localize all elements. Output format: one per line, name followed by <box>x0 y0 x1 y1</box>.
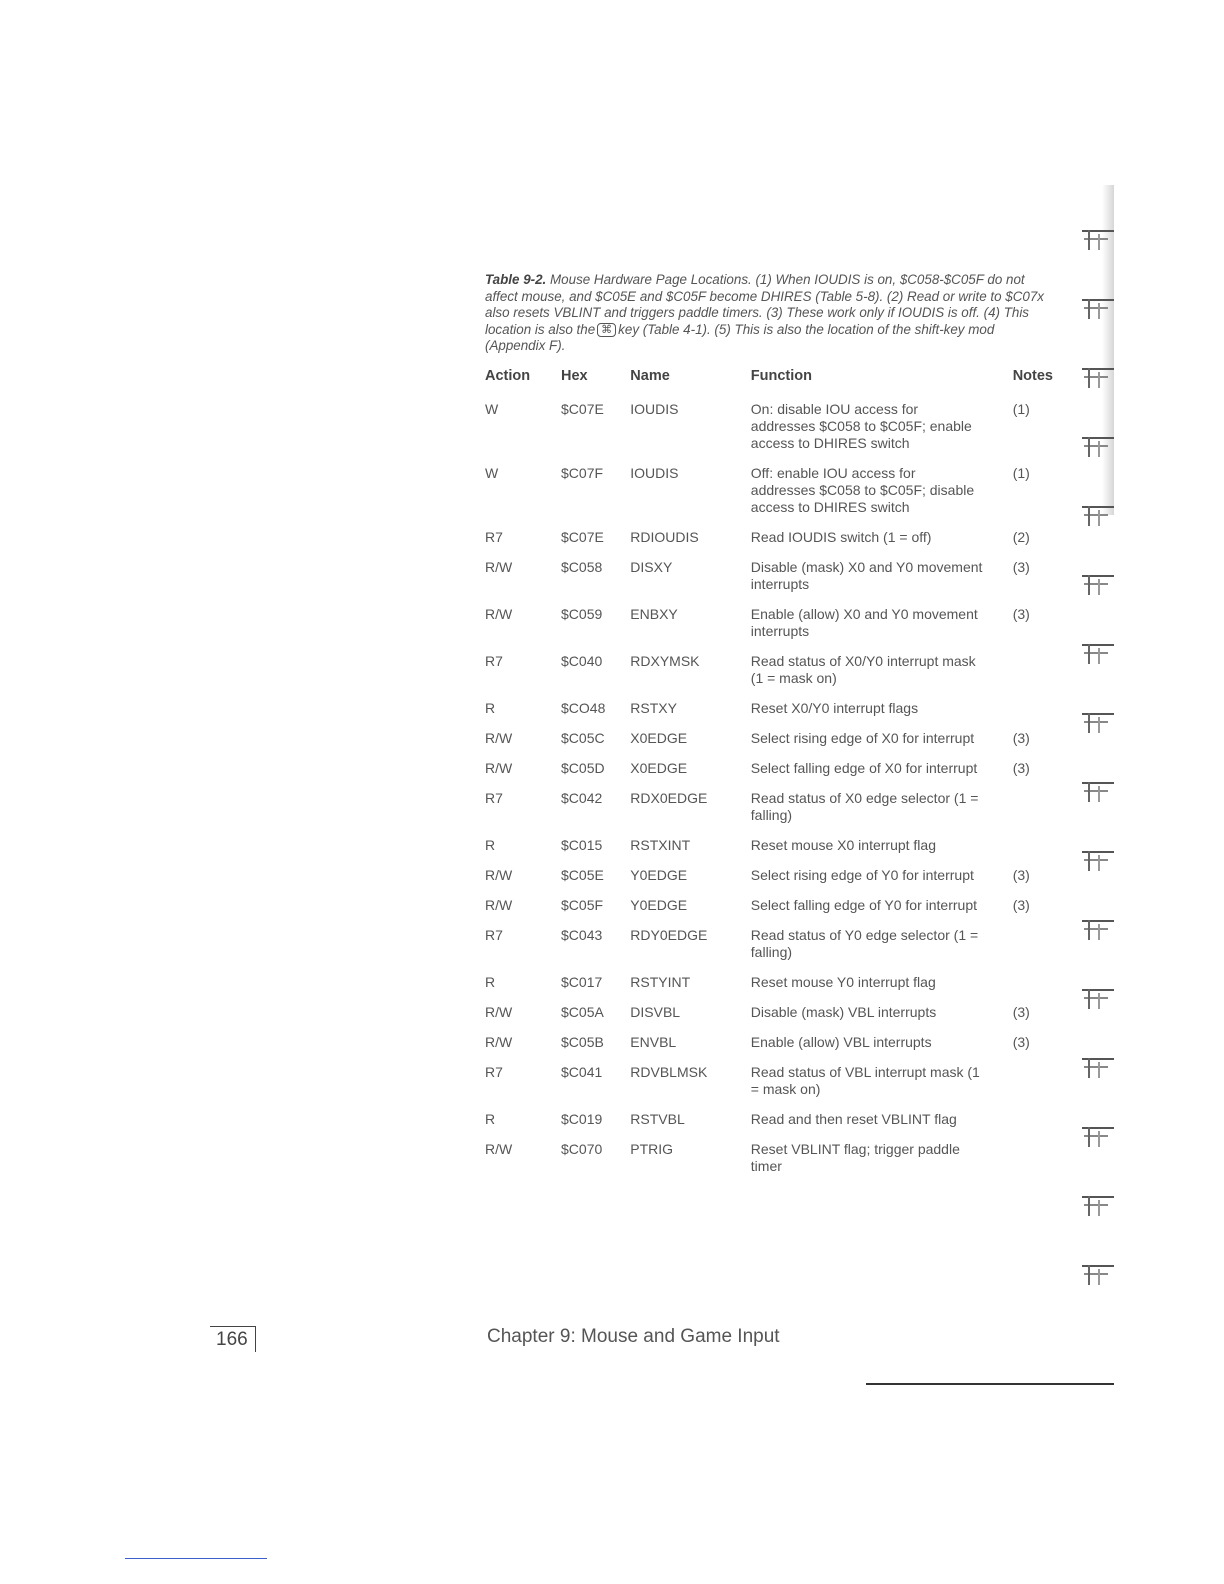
action-cell: R/W <box>485 867 513 883</box>
function-cell <box>748 1004 1010 1034</box>
notes-cell <box>1010 700 1057 730</box>
table-row <box>482 1034 1057 1064</box>
function-cell <box>748 700 1010 730</box>
binder-tab-mark <box>1082 920 1114 944</box>
binder-index-tabs <box>1074 185 1114 1385</box>
function-text: Reset X0/Y0 interrupt flags <box>750 700 919 716</box>
notes-cell <box>1010 974 1057 1004</box>
action-cell: R7 <box>485 1064 503 1080</box>
table-row <box>482 1111 1057 1141</box>
name-cell: X0EDGE <box>630 730 688 746</box>
action-cell: R <box>485 700 496 716</box>
hex-cell: $CO48 <box>561 700 606 716</box>
function-cell <box>748 529 1010 559</box>
binder-tab-mark <box>1082 782 1114 806</box>
column-header-function: Function <box>750 368 812 384</box>
hex-cell: $C05A <box>561 1004 604 1020</box>
function-text: Disable (mask) X0 and Y0 movement interrupts <box>750 559 983 592</box>
function-cell <box>748 1064 1010 1111</box>
binder-tab-mark <box>1082 1196 1114 1220</box>
column-header-action: Action <box>485 368 531 384</box>
notes-cell: (1) <box>1012 401 1030 417</box>
notes-cell: (2) <box>1012 529 1030 545</box>
page-number: 166 <box>210 1326 256 1352</box>
table-row <box>482 927 1057 974</box>
table-row <box>482 790 1057 837</box>
name-cell: X0EDGE <box>630 760 688 776</box>
function-text: Read status of VBL interrupt mask (1 = mask on) <box>750 1064 980 1097</box>
name-cell: ENBXY <box>630 606 678 622</box>
function-cell <box>748 790 1010 837</box>
function-cell <box>748 897 1010 927</box>
name-cell: ENVBL <box>630 1034 677 1050</box>
function-text: Read IOUDIS switch (1 = off) <box>750 529 932 545</box>
notes-cell: (3) <box>1012 1034 1030 1050</box>
binder-tab-mark <box>1082 1127 1114 1151</box>
action-cell: R7 <box>485 529 503 545</box>
function-cell <box>748 760 1010 790</box>
name-cell: RSTVBL <box>630 1111 685 1127</box>
hex-cell: $C05E <box>561 867 604 883</box>
table-row <box>482 1004 1057 1034</box>
action-cell: R/W <box>485 1004 513 1020</box>
table-caption-text: Mouse Hardware Page Locations. (1) When IOUDIS is on, $C058-$C05F do not affect mouse, and $C05E and $C05F become DHIRES (Table 5-8). (2) Read or write to $C07x also resets VBLINT and triggers paddle timers. (3) These work only if IOUDIS is off. (4) This location is also the <box>485 272 1044 337</box>
function-cell <box>748 465 1010 529</box>
hex-cell: $C07E <box>561 529 604 545</box>
page-edge-rule <box>866 1383 1114 1385</box>
function-text: Reset mouse Y0 interrupt flag <box>750 974 936 990</box>
table-row <box>482 653 1057 700</box>
hex-cell: $C07E <box>561 401 604 417</box>
hex-cell: $C070 <box>561 1141 603 1157</box>
table-row <box>482 606 1057 653</box>
name-cell: IOUDIS <box>630 465 679 481</box>
function-cell <box>748 1034 1010 1064</box>
binder-tab-mark <box>1082 368 1114 392</box>
action-cell: R <box>485 974 496 990</box>
function-cell <box>748 867 1010 897</box>
action-cell: W <box>485 401 499 417</box>
notes-cell <box>1010 1064 1057 1111</box>
hex-cell: $C059 <box>561 606 603 622</box>
binder-tab-mark <box>1082 230 1114 254</box>
function-text: Enable (allow) X0 and Y0 movement interrupts <box>750 606 978 639</box>
hex-cell: $C041 <box>561 1064 603 1080</box>
binder-tab-mark <box>1082 713 1114 737</box>
binder-tab-mark <box>1082 299 1114 323</box>
notes-cell <box>1010 653 1057 700</box>
table-row <box>482 1141 1057 1188</box>
notes-cell <box>1010 837 1057 867</box>
running-footer: Chapter 9: Mouse and Game Input <box>487 1326 780 1347</box>
function-text: Disable (mask) VBL interrupts <box>750 1004 937 1020</box>
hex-cell: $C040 <box>561 653 603 669</box>
notes-cell: (3) <box>1012 730 1030 746</box>
hex-cell: $C058 <box>561 559 603 575</box>
notes-cell: (3) <box>1012 559 1030 575</box>
hex-cell: $C015 <box>561 837 603 853</box>
function-text: Read status of Y0 edge selector (1 = falling) <box>750 927 979 960</box>
hex-cell: $C05B <box>561 1034 604 1050</box>
mouse-hardware-table <box>482 368 1057 1188</box>
hex-cell: $C019 <box>561 1111 603 1127</box>
function-text: Select rising edge of X0 for interrupt <box>750 730 975 746</box>
name-cell: RDXYMSK <box>630 653 700 669</box>
table-row <box>482 465 1057 529</box>
action-cell: R/W <box>485 1141 513 1157</box>
action-cell: R7 <box>485 927 503 943</box>
table-row <box>482 837 1057 867</box>
function-text: Select falling edge of Y0 for interrupt <box>750 897 977 913</box>
table-row <box>482 559 1057 606</box>
action-cell: W <box>485 465 499 481</box>
table-row <box>482 760 1057 790</box>
function-cell <box>748 837 1010 867</box>
function-cell <box>748 1141 1010 1188</box>
binder-tab-mark <box>1082 575 1114 599</box>
name-cell: RDX0EDGE <box>630 790 708 806</box>
name-cell: Y0EDGE <box>630 867 688 883</box>
name-cell: DISXY <box>630 559 673 575</box>
binder-tab-mark <box>1082 1058 1114 1082</box>
notes-cell: (3) <box>1012 867 1030 883</box>
name-cell: PTRIG <box>630 1141 674 1157</box>
table-row <box>482 529 1057 559</box>
function-cell <box>748 730 1010 760</box>
table-row <box>482 974 1057 1004</box>
action-cell: R <box>485 837 496 853</box>
table-body <box>482 401 1057 1188</box>
action-cell: R/W <box>485 606 513 622</box>
notes-cell <box>1010 1141 1057 1188</box>
hex-cell: $C05D <box>561 760 605 776</box>
binder-tab-mark <box>1082 644 1114 668</box>
notes-cell <box>1010 790 1057 837</box>
name-cell: IOUDIS <box>630 401 679 417</box>
binder-tab-mark <box>1082 437 1114 461</box>
action-cell: R/W <box>485 760 513 776</box>
function-cell <box>748 401 1010 465</box>
name-cell: RDVBLMSK <box>630 1064 708 1080</box>
table-row <box>482 867 1057 897</box>
table-header-row <box>482 368 1057 401</box>
table-row <box>482 401 1057 465</box>
scan-edge-line <box>125 1558 267 1559</box>
hex-cell: $C042 <box>561 790 603 806</box>
binder-tab-mark <box>1082 1265 1114 1289</box>
action-cell: R/W <box>485 897 513 913</box>
command-key-icon: ⌘ <box>597 323 616 337</box>
notes-cell <box>1010 927 1057 974</box>
notes-cell: (3) <box>1012 897 1030 913</box>
function-text: Reset VBLINT flag; trigger paddle timer <box>750 1141 960 1174</box>
table-caption-label: Table 9-2. <box>485 272 547 287</box>
function-cell <box>748 927 1010 974</box>
notes-cell: (1) <box>1012 465 1030 481</box>
action-cell: R/W <box>485 1034 513 1050</box>
function-text: Enable (allow) VBL interrupts <box>750 1034 932 1050</box>
binder-tab-mark <box>1082 851 1114 875</box>
function-text: Select falling edge of X0 for interrupt <box>750 760 978 776</box>
function-cell <box>748 559 1010 606</box>
function-text: Off: enable IOU access for addresses $C058 to $C05F; disable access to DHIRES switch <box>750 465 975 515</box>
function-text: Read status of X0/Y0 interrupt mask (1 = mask on) <box>750 653 976 686</box>
name-cell: RDY0EDGE <box>630 927 708 943</box>
action-cell: R/W <box>485 730 513 746</box>
table-row <box>482 700 1057 730</box>
action-cell: R7 <box>485 653 503 669</box>
binder-tab-mark <box>1082 506 1114 530</box>
hex-cell: $C05C <box>561 730 605 746</box>
column-header-name: Name <box>630 368 670 384</box>
function-text: On: disable IOU access for addresses $C058 to $C05F; enable access to DHIRES switch <box>750 401 972 451</box>
table-caption-text-end: key (Table 4-1). (5) This is also the location of the shift-key mod (Appendix F). <box>485 321 995 354</box>
function-cell <box>748 1111 1010 1141</box>
name-cell: RSTYINT <box>630 974 691 990</box>
column-header-hex: Hex <box>561 368 588 384</box>
function-cell <box>748 606 1010 653</box>
table-row <box>482 897 1057 927</box>
table-row <box>482 1064 1057 1111</box>
name-cell: RSTXINT <box>630 837 691 853</box>
column-header-notes: Notes <box>1012 368 1053 384</box>
function-text: Reset mouse X0 interrupt flag <box>750 837 936 853</box>
function-text: Read and then reset VBLINT flag <box>750 1111 957 1127</box>
name-cell: DISVBL <box>630 1004 681 1020</box>
function-text: Read status of X0 edge selector (1 = falling) <box>750 790 979 823</box>
action-cell: R/W <box>485 559 513 575</box>
table-caption <box>485 272 1045 355</box>
function-cell <box>748 974 1010 1004</box>
notes-cell: (3) <box>1012 606 1030 622</box>
action-cell: R7 <box>485 790 503 806</box>
hex-cell: $C043 <box>561 927 603 943</box>
binder-tab-mark <box>1082 989 1114 1013</box>
notes-cell <box>1010 1111 1057 1141</box>
name-cell: RDIOUDIS <box>630 529 699 545</box>
hex-cell: $C05F <box>561 897 604 913</box>
function-text: Select rising edge of Y0 for interrupt <box>750 867 974 883</box>
table-row <box>482 730 1057 760</box>
action-cell: R <box>485 1111 496 1127</box>
name-cell: Y0EDGE <box>630 897 688 913</box>
notes-cell: (3) <box>1012 1004 1030 1020</box>
name-cell: RSTXY <box>630 700 677 716</box>
function-cell <box>748 653 1010 700</box>
hex-cell: $C07F <box>561 465 604 481</box>
hex-cell: $C017 <box>561 974 603 990</box>
notes-cell: (3) <box>1012 760 1030 776</box>
